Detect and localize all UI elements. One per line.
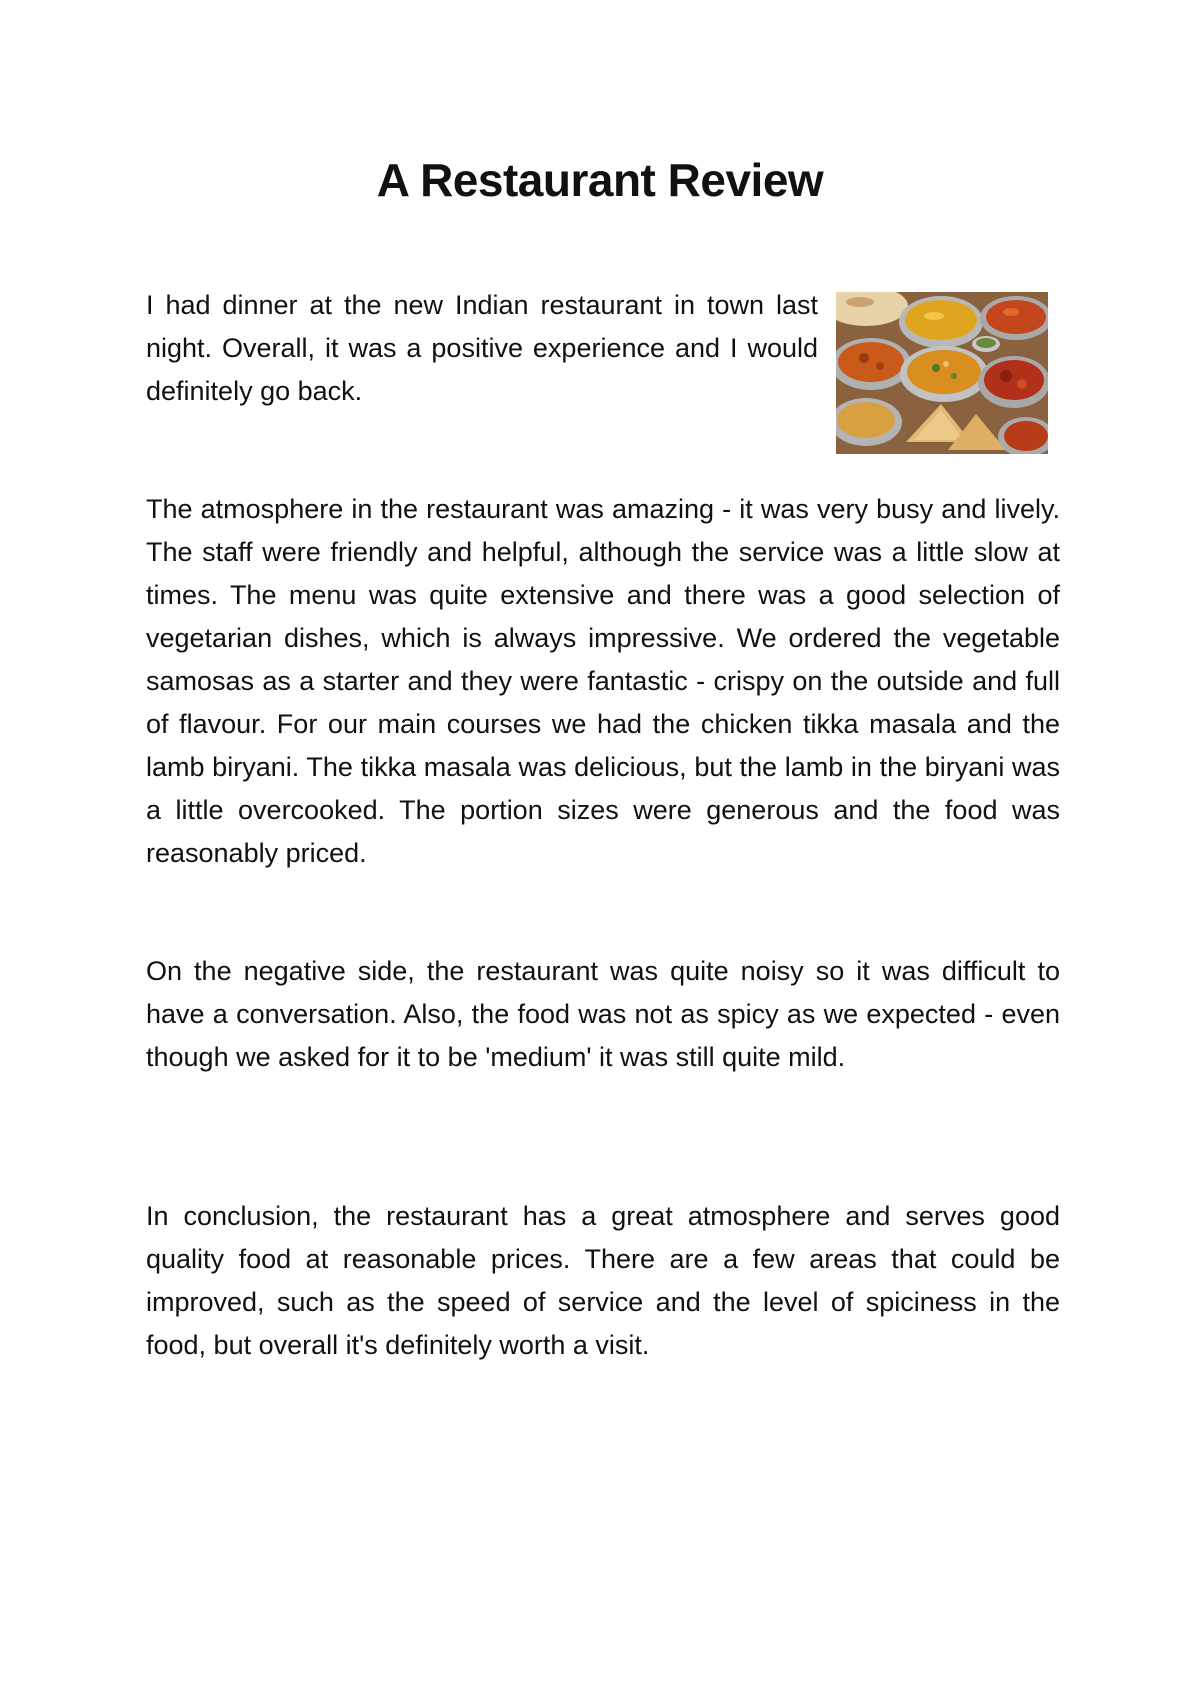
negatives-paragraph: On the negative side, the restaurant was quite noisy so it was difficult to have a conversation. Also, the food was not as spicy as we expected - even though we asked for it to be 'medium' it was still quite mild. (146, 956, 1060, 1072)
intro-paragraph: I had dinner at the new Indian restaurant in town last night. Overall, it was a positive experience and I would definitely go back. (146, 290, 818, 406)
conclusion-paragraph: In conclusion, the restaurant has a great atmosphere and serves good quality food at reasonable prices. There are a few areas that could be improved, such as the speed of service and the level of spiciness in the food, but overall it's definitely worth a visit. (146, 1201, 1060, 1360)
indian-food-photo (836, 292, 1048, 454)
page-title: A Restaurant Review (376, 154, 824, 206)
atmosphere-paragraph: The atmosphere in the restaurant was amazing - it was very busy and lively. The staff were friendly and helpful, although the service was a little slow at times. The menu was quite extensive and there was a good selection of vegetarian dishes, which is always impressive. We ordered the vegetable samosas as a starter and they were fantastic - crispy on the outside and full of flavour. For our main courses we had the chicken tikka masala and the lamb biryani. The tikka masala was delicious, but the lamb in the biryani was a little overcooked. The portion sizes were generous and the food was reasonably priced. (146, 494, 1060, 868)
